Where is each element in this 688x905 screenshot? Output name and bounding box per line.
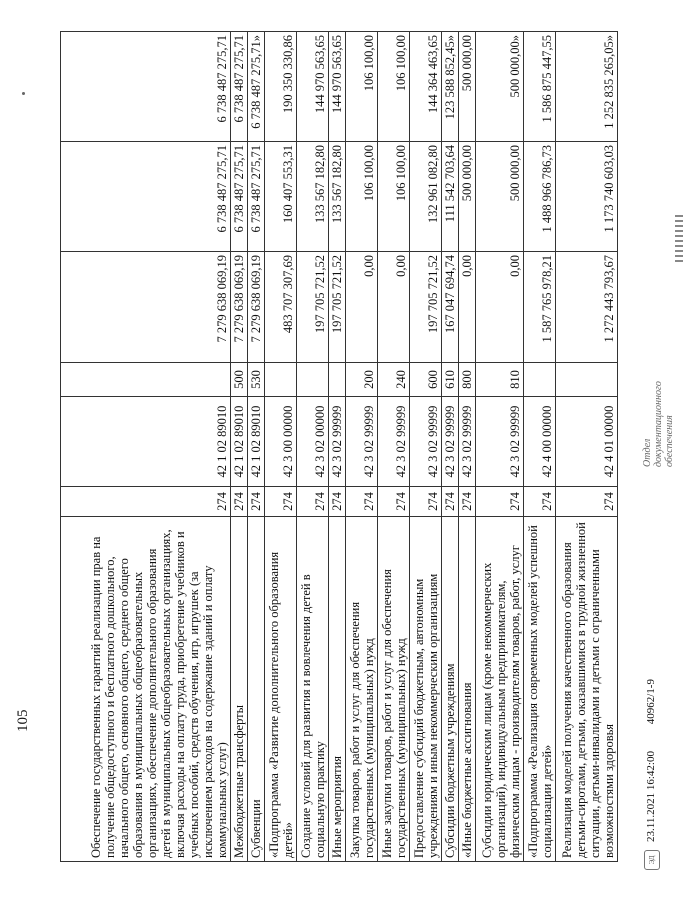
row-amount-year2: 6 738 487 275,71 <box>231 142 248 252</box>
row-amount-year1: 0,00 <box>378 252 410 363</box>
row-expense-type <box>61 363 231 397</box>
row-target-article: 42 3 02 00000 <box>297 397 329 487</box>
row-ministry-code: 274 <box>556 487 618 517</box>
row-name: Закупка товаров, работ и услуг для обеспечения государственных (муниципальных) нужд <box>346 517 378 862</box>
row-amount-year2: 500 000,00 <box>459 142 476 252</box>
row-ministry-code: 274 <box>378 487 410 517</box>
row-amount-year3: 106 100,00 <box>378 32 410 142</box>
row-name: Реализация моделей получения качественного образования детьми-сиротами, детьми, оказавшимися в трудной жизненной ситуации, детьми-инвалидами и детьми с ограниченными возможностями здоровья <box>556 517 618 862</box>
row-target-article: 42 3 00 00000 <box>265 397 297 487</box>
row-expense-type <box>524 363 556 397</box>
row-ministry-code: 274 <box>524 487 556 517</box>
row-target-article: 42 4 00 00000 <box>524 397 556 487</box>
table-row <box>442 32 459 862</box>
row-name: Обеспечение государственных гарантий реализации прав на получение общедоступного и бесплатного дошкольного, начального общего, основного общего, среднего общего образования в муниципальных общеобразовательных организациях, обеспечение дополнительного образования детей в муниципальных общеобразовательных организациях, включая расходы на оплату труда, приобретение учебников и учебных пособий, средств обучения, игр, игрушек (за исключением расходов на содержание зданий и оплату коммунальных услуг) <box>61 517 231 862</box>
row-ministry-code: 274 <box>410 487 442 517</box>
row-target-article: 42 3 02 99999 <box>459 397 476 487</box>
row-amount-year1: 1 587 765 978,21 <box>524 252 556 363</box>
row-ministry-code: 274 <box>265 487 297 517</box>
row-ministry-code: 274 <box>231 487 248 517</box>
row-amount-year2: 1 488 966 786,73 <box>524 142 556 252</box>
row-ministry-code: 274 <box>329 487 346 517</box>
row-expense-type: 240 <box>378 363 410 397</box>
row-expense-type: 200 <box>346 363 378 397</box>
footer-doc-id: 40962/1-9 <box>645 679 657 725</box>
row-amount-year3: 190 350 330,86 <box>265 32 297 142</box>
rotated-page-content <box>15 32 675 865</box>
row-amount-year1: 7 279 638 069,19 <box>231 252 248 363</box>
row-amount-year1: 7 279 638 069,19 <box>248 252 265 363</box>
table-row <box>265 32 297 862</box>
row-amount-year1: 7 279 638 069,19 <box>61 252 231 363</box>
row-expense-type <box>556 363 618 397</box>
department-stamp: Отдел документационного обеспечения <box>642 381 675 467</box>
row-amount-year3: 6 738 487 275,71» <box>248 32 265 142</box>
row-amount-year3: 144 364 463,65 <box>410 32 442 142</box>
row-target-article: 42 3 02 99999 <box>329 397 346 487</box>
table-row <box>410 32 442 862</box>
row-amount-year3: 144 970 563,65 <box>329 32 346 142</box>
row-name: Межбюджетные трансферты <box>231 517 248 862</box>
row-target-article: 42 3 02 99999 <box>476 397 524 487</box>
row-amount-year1: 1 272 443 793,67 <box>556 252 618 363</box>
table-row <box>297 32 329 862</box>
row-name: «Подпрограмма «Развитие дополнительного образования детей» <box>265 517 297 862</box>
row-target-article: 42 3 02 99999 <box>410 397 442 487</box>
row-target-article: 42 1 02 89010 <box>248 397 265 487</box>
row-target-article: 42 1 02 89010 <box>231 397 248 487</box>
row-name: Создание условий для развития и вовлечения детей в социальную практику <box>297 517 329 862</box>
table-row <box>61 32 231 862</box>
row-name: Иные закупки товаров, работ и услуг для обеспечения государственных (муниципальных) нужд <box>378 517 410 862</box>
row-ministry-code: 274 <box>459 487 476 517</box>
scan-speck <box>22 92 25 95</box>
row-amount-year2: 111 542 703,64 <box>442 142 459 252</box>
row-amount-year2: 6 738 487 275,71 <box>248 142 265 252</box>
row-amount-year2: 106 100,00 <box>378 142 410 252</box>
table-row <box>248 32 265 862</box>
budget-table <box>60 31 618 862</box>
row-name: «Иные бюджетные ассигнования <box>459 517 476 862</box>
row-amount-year2: 133 567 182,80 <box>297 142 329 252</box>
row-amount-year3: 6 738 487 275,71 <box>61 32 231 142</box>
row-expense-type: 610 <box>442 363 459 397</box>
table-row <box>231 32 248 862</box>
row-amount-year1: 0,00 <box>476 252 524 363</box>
row-target-article: 42 3 02 99999 <box>442 397 459 487</box>
table-row <box>329 32 346 862</box>
row-expense-type <box>265 363 297 397</box>
row-name: «Подпрограмма «Реализация современных моделей успешной социализации детей» <box>524 517 556 862</box>
page-footer <box>645 655 657 842</box>
row-amount-year1: 0,00 <box>459 252 476 363</box>
row-amount-year2: 132 961 082,80 <box>410 142 442 252</box>
footer-date: 23.11.2021 16:42:00 <box>645 751 657 842</box>
table-row <box>459 32 476 862</box>
row-amount-year1: 167 047 694,74 <box>442 252 459 363</box>
row-expense-type: 600 <box>410 363 442 397</box>
row-target-article: 42 3 02 99999 <box>378 397 410 487</box>
row-amount-year3: 500 000,00» <box>476 32 524 142</box>
row-target-article: 42 3 02 99999 <box>346 397 378 487</box>
table-row <box>346 32 378 862</box>
logo-icon: ЭД <box>644 850 660 870</box>
row-amount-year1: 197 705 721,52 <box>329 252 346 363</box>
row-amount-year3: 144 970 563,65 <box>297 32 329 142</box>
row-amount-year3: 1 252 835 265,05» <box>556 32 618 142</box>
row-amount-year2: 6 738 487 275,71 <box>61 142 231 252</box>
row-amount-year3: 123 588 852,45» <box>442 32 459 142</box>
row-expense-type: 530 <box>248 363 265 397</box>
row-ministry-code: 274 <box>61 487 231 517</box>
row-amount-year3: 500 000,00 <box>459 32 476 142</box>
row-amount-year1: 0,00 <box>346 252 378 363</box>
row-target-article: 42 1 02 89010 <box>61 397 231 487</box>
row-expense-type <box>297 363 329 397</box>
row-amount-year3: 6 738 487 275,71 <box>231 32 248 142</box>
row-amount-year2: 160 407 553,31 <box>265 142 297 252</box>
row-amount-year2: 106 100,00 <box>346 142 378 252</box>
row-expense-type: 800 <box>459 363 476 397</box>
row-expense-type: 810 <box>476 363 524 397</box>
row-name: Иные мероприятия <box>329 517 346 862</box>
row-amount-year3: 1 586 875 447,55 <box>524 32 556 142</box>
table-row <box>476 32 524 862</box>
row-name: Субсидии юридическим лицам (кроме некоммерческих организаций), индивидуальным предпринимателям, физическим лицам - производителям товаров, работ, услуг <box>476 517 524 862</box>
row-ministry-code: 274 <box>297 487 329 517</box>
row-ministry-code: 274 <box>248 487 265 517</box>
row-ministry-code: 274 <box>346 487 378 517</box>
row-amount-year2: 500 000,00 <box>476 142 524 252</box>
row-amount-year1: 197 705 721,52 <box>297 252 329 363</box>
row-ministry-code: 274 <box>476 487 524 517</box>
row-name: Предоставление субсидий бюджетным, автономным учреждениям и иным некоммерческим организациям <box>410 517 442 862</box>
row-amount-year2: 1 173 740 603,03 <box>556 142 618 252</box>
row-name: Субвенции <box>248 517 265 862</box>
row-amount-year2: 133 567 182,80 <box>329 142 346 252</box>
table-row <box>378 32 410 862</box>
edge-scan-marks <box>670 32 680 262</box>
row-name: Субсидии бюджетным учреждениям <box>442 517 459 862</box>
row-ministry-code: 274 <box>442 487 459 517</box>
table-row <box>556 32 618 862</box>
row-expense-type: 500 <box>231 363 248 397</box>
row-target-article: 42 4 01 00000 <box>556 397 618 487</box>
table-row <box>524 32 556 862</box>
row-amount-year1: 197 705 721,52 <box>410 252 442 363</box>
row-expense-type <box>329 363 346 397</box>
row-amount-year3: 106 100,00 <box>346 32 378 142</box>
row-amount-year1: 483 707 307,69 <box>265 252 297 363</box>
page-number: 105 <box>15 709 31 732</box>
